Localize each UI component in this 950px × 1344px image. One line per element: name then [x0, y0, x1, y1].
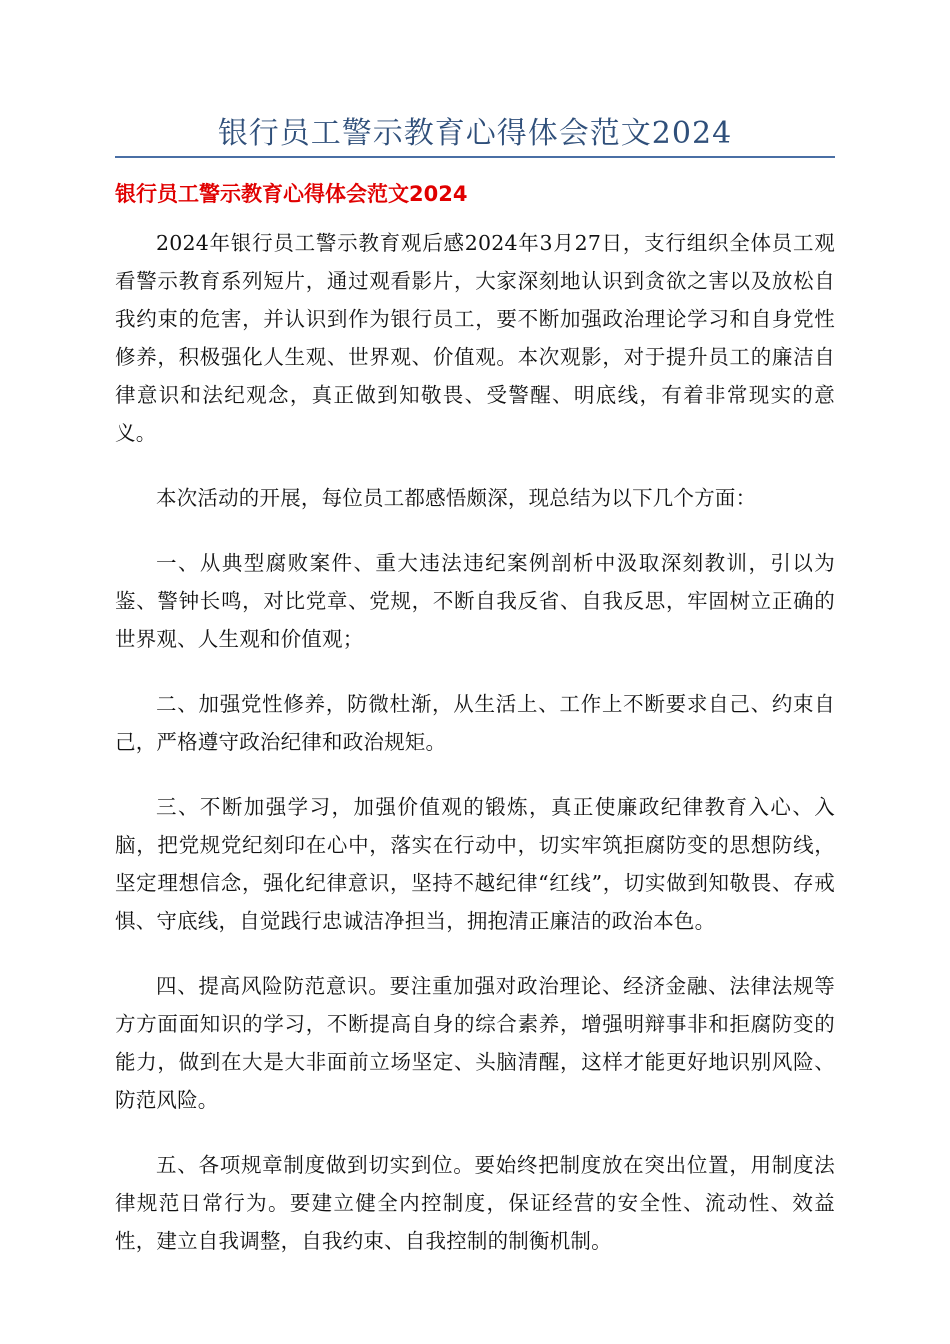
paragraph-point-1: 一、从典型腐败案件、重大违法违纪案例剖析中汲取深刻教训，引以为鉴、警钟长鸣，对比党章、党规，不断自我反省、自我反思，牢固树立正确的世界观、人生观和价值观； — [115, 551, 835, 651]
document-title: 银行员工警示教育心得体会范文2024 — [217, 116, 733, 151]
body-text — [115, 224, 835, 1287]
paragraph-point-5: 五、各项规章制度做到切实到位。要始终把制度放在突出位置，用制度法律规范日常行为。要建立健全内控制度，保证经营的安全性、流动性、效益性，建立自我调整，自我约束、自我控制的制衡机制。 — [115, 1153, 835, 1253]
title-divider — [115, 156, 835, 158]
paragraph-summary-lead: 本次活动的开展，每位员工都感悟颇深，现总结为以下几个方面： — [156, 486, 757, 510]
paragraph-point-4: 四、提高风险防范意识。要注重加强对政治理论、经济金融、法律法规等方方面面知识的学习，不断提高自身的综合素养，增强明辩事非和拒腐防变的能力，做到在大是大非面前立场坚定、头脑清醒，这样才能更好地识别风险、防范风险。 — [115, 974, 835, 1112]
paragraph-point-3: 三、不断加强学习，加强价值观的锻炼，真正使廉政纪律教育入心、入脑，把党规党纪刻印在心中，落实在行动中，切实牢筑拒腐防变的思想防线，坚定理想信念，强化纪律意识，坚持不越纪律“红线”，切实做到知敬畏、存戒惧、守底线，自觉践行忠诚洁净担当，拥抱清正廉洁的政治本色。 — [115, 795, 835, 933]
paragraph-point-2: 二、加强党性修养，防微杜渐，从生活上、工作上不断要求自己、约束自己，严格遵守政治纪律和政治规矩。 — [115, 692, 835, 754]
section-heading: 银行员工警示教育心得体会范文2024 — [115, 182, 468, 206]
paragraph-intro: 2024年银行员工警示教育观后感2024年3月27日，支行组织全体员工观看警示教育系列短片，通过观看影片，大家深刻地认识到贪欲之害以及放松自我约束的危害，并认识到作为银行员工，要不断加强政治理论学习和自身党性修养，积极强化人生观、世界观、价值观。本次观影，对于提升员工的廉洁自律意识和法纪观念，真正做到知敬畏、受警醒、明底线，有着非常现实的意义。 — [115, 231, 835, 445]
